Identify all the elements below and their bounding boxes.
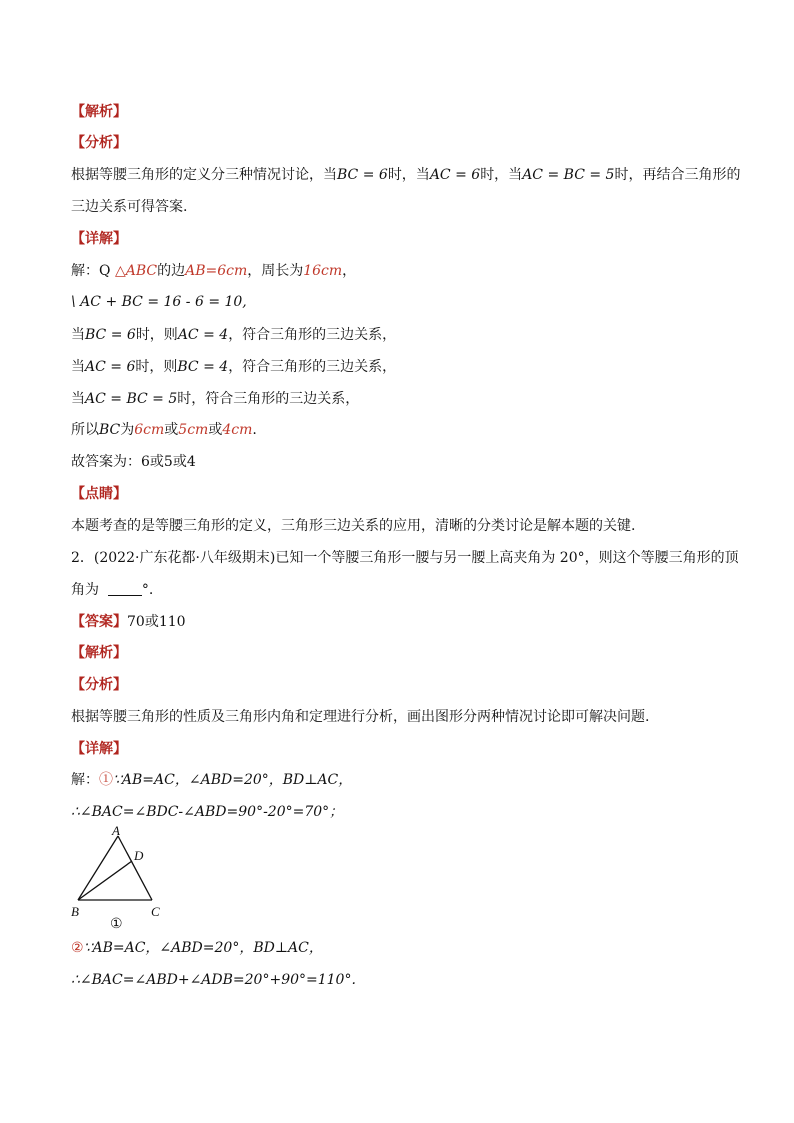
solution-text: ，符合三角形的三边关系， xyxy=(228,359,397,375)
math-bc4: BC = 4 xyxy=(177,359,229,375)
solution-line-5 xyxy=(71,389,359,409)
math-value-5cm: 5cm xyxy=(178,422,209,438)
vertex-label-d: D xyxy=(134,848,144,863)
answer-value: 70或110 xyxy=(127,614,186,630)
case-1-given-text: ∵AB=AC，∠ABD=20°，BD⊥AC， xyxy=(113,772,353,788)
answer-line: 故答案为：6或5或4 xyxy=(71,454,196,470)
vertex-label-c: C xyxy=(151,904,160,919)
analysis-paragraph-line-2: 三边关系可得答案. xyxy=(71,199,188,215)
math-ac6: AC = 6 xyxy=(429,167,481,183)
section-daan-header: 【答案】 xyxy=(71,614,127,630)
edge-bd xyxy=(78,861,132,900)
solution-line-1 xyxy=(71,261,356,281)
case-1-conclusion: ∴∠BAC=∠BDC-∠ABD=90°-20°=70°； xyxy=(71,804,344,820)
analysis-text: 时，当 xyxy=(387,167,430,183)
analysis-text: 根据等腰三角形的定义分三种情况讨论，当 xyxy=(71,167,337,183)
solution-text: 所以 xyxy=(71,422,99,438)
solution-text: 或 xyxy=(164,422,179,438)
question-2-stem-line-2 xyxy=(71,580,153,600)
analysis-text: 时，再结合三角形的 xyxy=(614,167,741,183)
section-fenxi-header: 【分析】 xyxy=(71,677,127,693)
math-ab-length: AB=6cm xyxy=(185,263,248,279)
math-ac6: AC = 6 xyxy=(85,359,136,375)
analysis-paragraph: 根据等腰三角形的性质及三角形内角和定理进行分析，画出图形分两种情况讨论即可解决问题. xyxy=(71,709,650,725)
solution-text: 当 xyxy=(71,327,85,343)
solution-text: 为 xyxy=(120,422,135,438)
math-bc6: BC = 6 xyxy=(85,327,136,343)
section-fenxi-header: 【分析】 xyxy=(71,135,127,151)
solution-text: 当 xyxy=(71,391,85,407)
vertex-label-b: B xyxy=(71,904,79,919)
solution-text: ， xyxy=(342,263,357,279)
question-2-stem-line-1: 2．(2022·广东花都·八年级期末)已知一个等腰三角形一腰与另一腰上高夹角为 20°，则这个等腰三角形的顶 xyxy=(71,550,739,566)
solution-text: 时，则 xyxy=(135,359,178,375)
solution-line-6 xyxy=(71,420,257,440)
solution-text: 或 xyxy=(208,422,223,438)
edge-ab xyxy=(78,836,118,900)
solution-text: 时，则 xyxy=(135,327,178,343)
analysis-text: 时，当 xyxy=(480,167,523,183)
case-1-marker: ① xyxy=(99,772,113,788)
section-jiexi-header: 【解析】 xyxy=(71,645,127,661)
math-bc: BC xyxy=(99,422,121,438)
solution-text: . xyxy=(252,422,257,438)
solution-text: 当 xyxy=(71,359,85,375)
solution-line-3 xyxy=(71,325,396,345)
case-2-given-text: ∵AB=AC，∠ABD=20°，BD⊥AC， xyxy=(83,940,323,956)
math-triangle-abc: △ABC xyxy=(114,263,158,279)
answer-blank xyxy=(108,581,142,596)
math-perimeter: 16cm xyxy=(303,263,343,279)
case-2-conclusion: ∴∠BAC=∠ABD+∠ADB=20°+90°=110°. xyxy=(71,972,356,988)
section-dianjing-header: 【点睛】 xyxy=(71,486,127,502)
section-jiexi-header: 【解析】 xyxy=(71,104,127,120)
solution-text: 的边 xyxy=(157,263,186,279)
case-1-given xyxy=(71,770,352,790)
math-ac4: AC = 4 xyxy=(177,327,229,343)
analysis-paragraph-line-1 xyxy=(71,165,740,185)
math-acbc5: AC = BC = 5 xyxy=(85,391,178,407)
math-value-6cm: 6cm xyxy=(134,422,165,438)
solution-text: 时，符合三角形的三边关系， xyxy=(177,391,360,407)
solution-line-2: \ AC + BC = 16 - 6 = 10, xyxy=(71,294,247,310)
triangle-figure xyxy=(68,825,178,935)
math-value-4cm: 4cm xyxy=(222,422,253,438)
solution-line-4 xyxy=(71,357,396,377)
vertex-label-a: A xyxy=(112,825,120,838)
question-text: °. xyxy=(141,582,154,598)
comment-paragraph: 本题考查的是等腰三角形的定义，三角形三边关系的应用，清晰的分类讨论是解本题的关键. xyxy=(71,518,636,534)
section-xiangjie-header: 【详解】 xyxy=(71,741,127,757)
figure-caption: ① xyxy=(110,917,123,932)
math-acbc5: AC = BC = 5 xyxy=(522,167,615,183)
solution-text: 解： xyxy=(71,772,99,788)
section-xiangjie-header: 【详解】 xyxy=(71,231,127,247)
math-bc6: BC = 6 xyxy=(337,167,388,183)
solution-text: ，符合三角形的三边关系， xyxy=(228,327,397,343)
case-2-given xyxy=(71,938,323,958)
answer-row xyxy=(71,612,186,632)
solution-text: ，周长为 xyxy=(247,263,304,279)
case-2-marker: ② xyxy=(71,940,84,956)
question-text: 角为 xyxy=(71,582,99,598)
solution-text: 解：Q xyxy=(71,263,115,279)
